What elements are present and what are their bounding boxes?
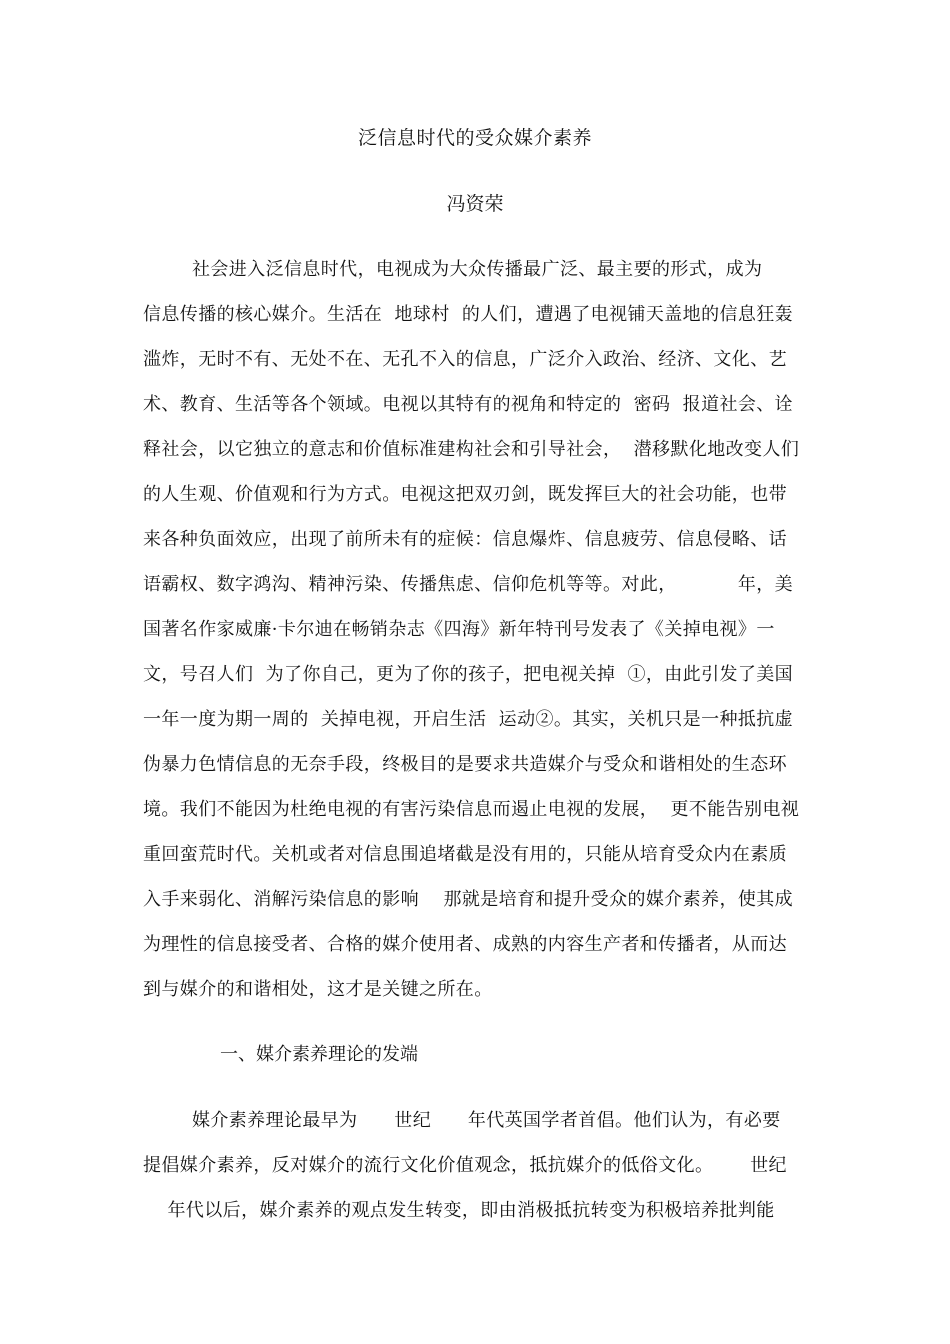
document-title: 泛信息时代的受众媒介素养 [357,127,592,149]
paragraph-line: 来各种负面效应，出现了前所未有的症候：信息爆炸、信息疲劳、信息侵略、话 [143,529,787,550]
paragraph-line: 年代以后，媒介素养的观点发生转变，即由消极抵抗转变为积极培养批判能 [143,1200,775,1221]
paragraph-line: 为理性的信息接受者、合格的媒介使用者、成熟的内容生产者和传播者，从而达 [143,934,787,955]
paragraph-line: 释社会，以它独立的意志和价值标准建构社会和引导社会， 潜移默化地改变人们 [143,439,800,460]
paragraph-line: 境。我们不能因为杜绝电视的有害污染信息而遏止电视的发展， 更不能告别电视 [143,799,800,820]
paragraph-line: 一年一度为期一周的 关掉电视，开启生活 运动②。其实，关机只是一种抵抗虚 [143,709,794,730]
paragraph-line: 术、教育、生活等各个领域。电视以其特有的视角和特定的 密码 报道社会、诠 [143,394,794,415]
paragraph-line: 国著名作家威廉·卡尔迪在畅销杂志《四海》新年特刊号发表了《关掉电视》一 [143,619,775,640]
paragraph-line: 滥炸，无时不有、无处不在、无孔不入的信息，广泛介入政治、经济、文化、艺 [143,349,787,370]
paragraph-line: 信息传播的核心媒介。生活在 地球村 的人们，遭遇了电视铺天盖地的信息狂轰 [143,304,794,325]
paragraph-line: 到与媒介的和谐相处，这才是关键之所在。 [143,979,493,1000]
paragraph-line: 媒介素养理论最早为 世纪 年代英国学者首倡。他们认为，有必要 [143,1110,781,1131]
author-name: 冯资荣 [446,193,504,215]
paragraph-line: 语霸权、数字鸿沟、精神污染、传播焦虑、信仰危机等等。对此， 年，美 [143,574,794,595]
paragraph-line: 社会进入泛信息时代，电视成为大众传播最广泛、最主要的形式，成为 [143,259,763,280]
paragraph-line: 重回蛮荒时代。关机或者对信息围追堵截是没有用的，只能从培育受众内在素质 [143,844,787,865]
paragraph-line: 伪暴力色情信息的无奈手段，终极目的是要求共造媒介与受众和谐相处的生态环 [143,754,787,775]
paragraph-line: 文，号召人们 为了你自己，更为了你的孩子，把电视关掉 ①，由此引发了美国 [143,664,794,685]
paragraph-line: 入手来弱化、消解污染信息的影响 那就是培育和提升受众的媒介素养，使其成 [143,889,794,910]
paragraph-line: 的人生观、价值观和行为方式。电视这把双刃剑，既发挥巨大的社会功能，也带 [143,484,787,505]
paragraph-line: 提倡媒介素养，反对媒介的流行文化价值观念，抵抗媒介的低俗文化。 世纪 [143,1155,787,1176]
section-heading: 一、媒介素养理论的发端 [220,1044,418,1065]
